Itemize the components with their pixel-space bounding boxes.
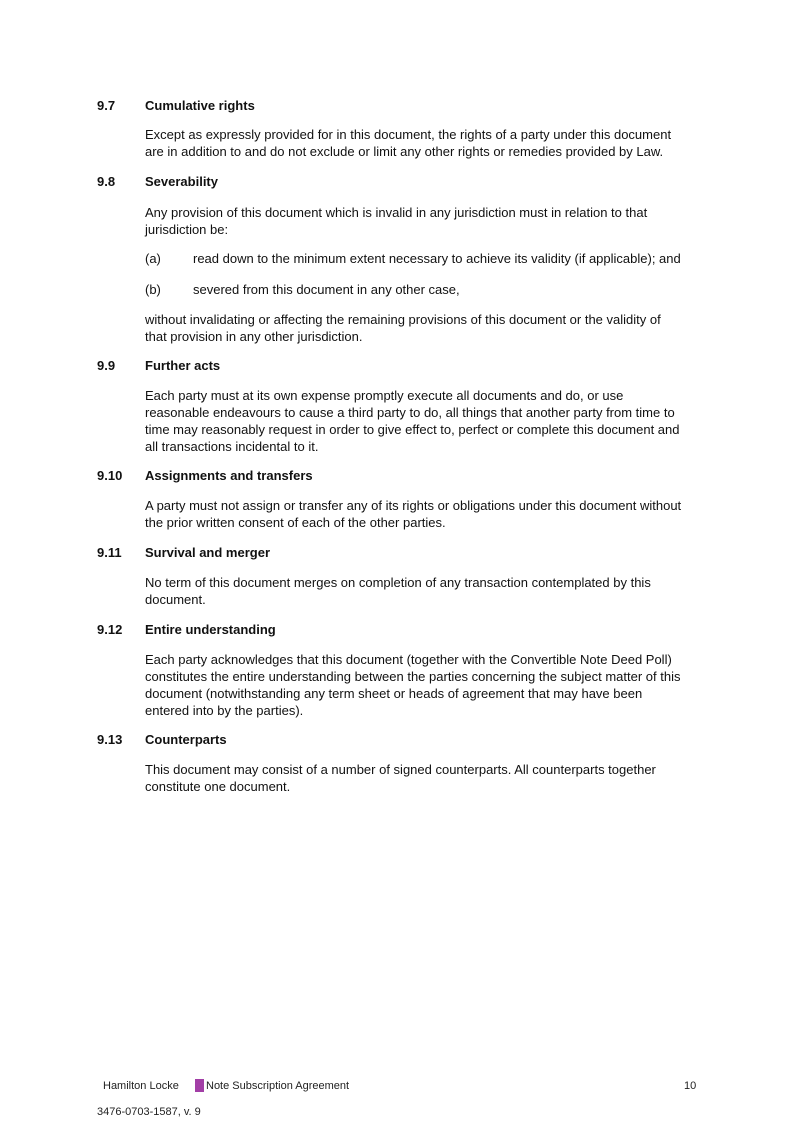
section-heading: Counterparts xyxy=(145,732,227,747)
paragraph-line: Each party acknowledges that this document (together with the Convertible Note Deed Poll) xyxy=(145,652,672,667)
paragraph-line: document. xyxy=(145,592,206,607)
paragraph-line: without invalidating or affecting the remaining provisions of this document or the validity of xyxy=(145,312,661,327)
paragraph-line: Any provision of this document which is invalid in any jurisdiction must in relation to that xyxy=(145,205,648,220)
section-number: 9.7 xyxy=(97,98,116,113)
section-heading: Cumulative rights xyxy=(145,98,255,113)
section-heading: Further acts xyxy=(145,358,221,373)
section-number: 9.9 xyxy=(97,358,116,373)
section-heading: Survival and merger xyxy=(145,545,270,560)
section-heading: Severability xyxy=(145,174,218,189)
paragraph-line: This document may consist of a number of signed counterparts. All counterparts together xyxy=(145,762,656,777)
list-item-label: (a) xyxy=(145,251,161,266)
list-item-text: severed from this document in any other case, xyxy=(193,282,460,297)
footer-firm: Hamilton Locke xyxy=(103,1080,179,1092)
paragraph-line: all transactions incidental to it. xyxy=(145,439,319,454)
list-item-label: (b) xyxy=(145,282,161,297)
paragraph-line: A party must not assign or transfer any of its rights or obligations under this document without xyxy=(145,498,682,513)
paragraph-line: the prior written consent of each of the other parties. xyxy=(145,515,446,530)
section-number: 9.12 xyxy=(97,622,123,637)
paragraph-line: constitute one document. xyxy=(145,779,291,794)
paragraph-line: entered into by the parties). xyxy=(145,703,304,718)
paragraph-line: reasonable endeavours to cause a third party to do, all things that another party from time to xyxy=(145,405,675,420)
list-item-text: read down to the minimum extent necessary to achieve its validity (if applicable); and xyxy=(193,251,681,266)
paragraph-line: time may reasonably request in order to give effect to, perfect or complete this document and xyxy=(145,422,680,437)
page-number: 10 xyxy=(684,1080,697,1092)
section-number: 9.8 xyxy=(97,174,116,189)
section-number: 9.13 xyxy=(97,732,123,747)
footer-accent-bar xyxy=(195,1079,204,1092)
paragraph-line: Except as expressly provided for in this document, the rights of a party under this document xyxy=(145,127,672,142)
footer-doc-id: 3476-0703-1587, v. 9 xyxy=(97,1106,201,1118)
paragraph-line: jurisdiction be: xyxy=(145,222,229,237)
section-number: 9.10 xyxy=(97,468,123,483)
section-heading: Entire understanding xyxy=(145,622,276,637)
paragraph-line: No term of this document merges on completion of any transaction contemplated by this xyxy=(145,575,651,590)
paragraph-line: that provision in any other jurisdiction. xyxy=(145,329,363,344)
paragraph-line: document (notwithstanding any term sheet or heads of agreement that may have been xyxy=(145,686,643,701)
paragraph-line: are in addition to and do not exclude or limit any other rights or remedies provided by Law. xyxy=(145,144,664,159)
paragraph-line: constitutes the entire understanding between the parties concerning the subject matter of this xyxy=(145,669,681,684)
paragraph-line: Each party must at its own expense promptly execute all documents and do, or use xyxy=(145,388,624,403)
footer-doc-title: Note Subscription Agreement xyxy=(206,1080,350,1092)
section-number: 9.11 xyxy=(97,545,122,560)
section-heading: Assignments and transfers xyxy=(145,468,313,483)
